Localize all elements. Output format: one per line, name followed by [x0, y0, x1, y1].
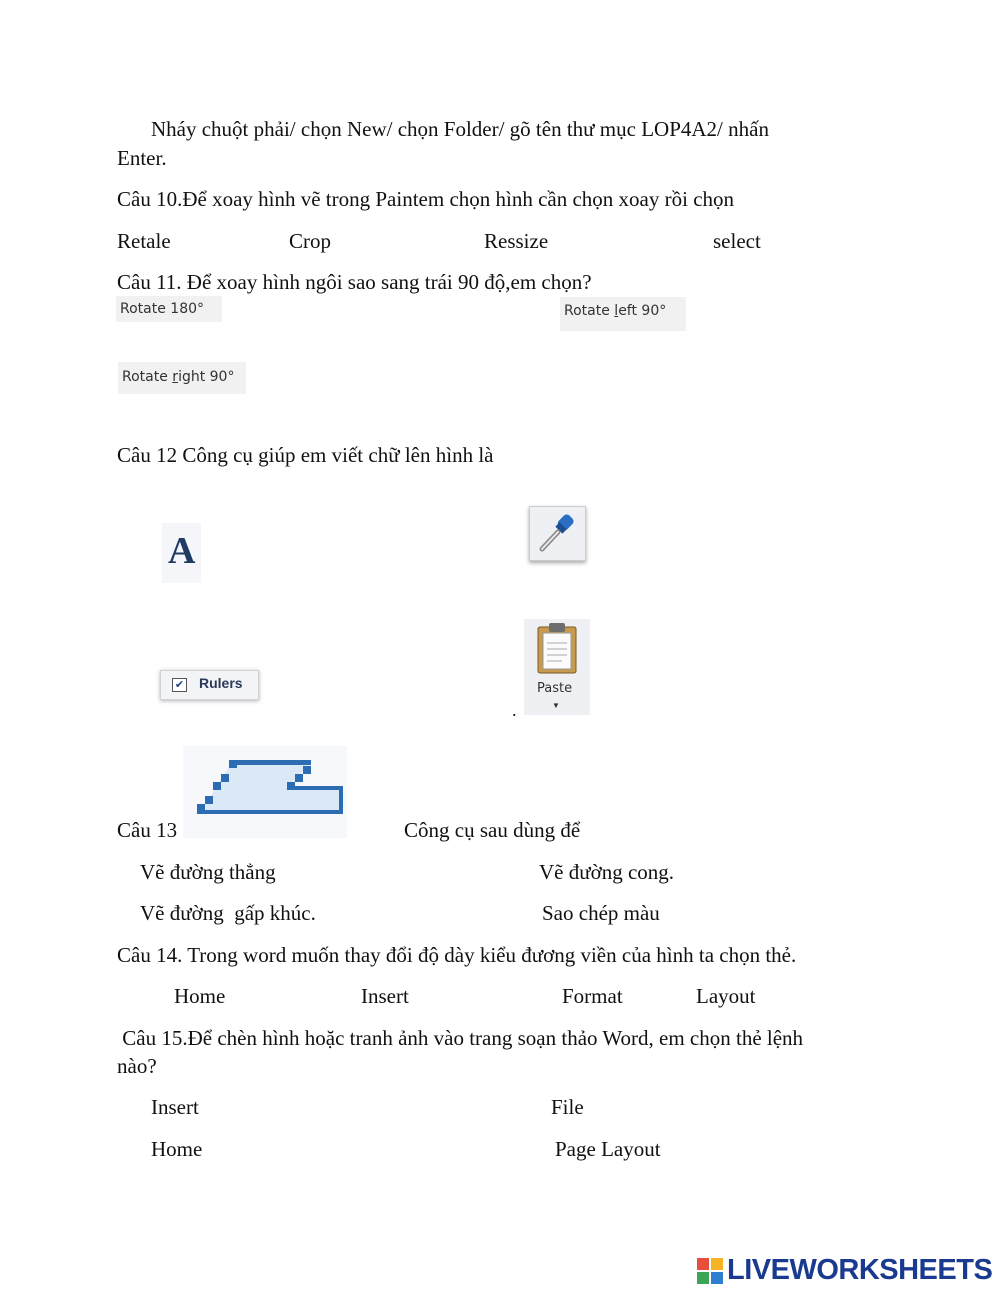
- intro-line-1: Nháy chuột phải/ chọn New/ chọn Folder/ gõ tên thư mục LOP4A2/ nhấn: [151, 117, 769, 141]
- q14-option-c[interactable]: Format: [562, 984, 623, 1008]
- q11-option-rotate-right[interactable]: [118, 362, 246, 394]
- q10-option-a[interactable]: Retale: [117, 229, 171, 253]
- liveworksheets-logo: LIVEWORKSHEETS: [727, 1254, 993, 1286]
- question-11: Câu 11. Để xoay hình ngôi sao sang trái 90 độ,em chọn?: [117, 270, 592, 294]
- rotate-right-accesskey: r: [172, 369, 179, 385]
- color-picker-icon[interactable]: [529, 506, 586, 561]
- question-14: Câu 14. Trong word muốn thay đổi độ dày kiểu đương viền của hình ta chọn thẻ.: [117, 943, 797, 967]
- q10-option-c[interactable]: Ressize: [484, 229, 549, 253]
- polygon-tool-icon: [183, 746, 347, 838]
- liveworksheets-logo-icon: [697, 1258, 723, 1284]
- intro-line-2: Enter.: [117, 146, 167, 170]
- text-tool-icon[interactable]: [162, 523, 201, 583]
- question-12: Câu 12 Công cụ giúp em viết chữ lên hình là: [117, 443, 494, 467]
- question-15-cont: nào?: [117, 1054, 157, 1078]
- paste-button[interactable]: [524, 619, 590, 715]
- q15-option-a[interactable]: Insert: [151, 1095, 199, 1119]
- rotate-left-accesskey: l: [614, 303, 619, 319]
- q13-option-b[interactable]: Vẽ đường cong.: [539, 860, 675, 884]
- color-picker-svg: [530, 507, 585, 560]
- q15-option-c[interactable]: Home: [151, 1137, 203, 1161]
- chevron-down-icon: ▼: [552, 701, 560, 710]
- rotate-right-suffix: ight 90°: [178, 369, 235, 385]
- q13-option-a[interactable]: Vẽ đường thẳng: [140, 860, 276, 884]
- q15-option-b[interactable]: File: [551, 1095, 584, 1119]
- rulers-checkbox-icon: ✔: [172, 678, 187, 692]
- rulers-label: Rulers: [199, 675, 243, 691]
- q15-option-d[interactable]: Page Layout: [555, 1137, 661, 1161]
- q10-option-b[interactable]: Crop: [289, 229, 331, 253]
- rulers-checkbox[interactable]: [160, 670, 259, 700]
- question-15: Câu 15.Để chèn hình hoặc tranh ảnh vào trang soạn thảo Word, em chọn thẻ lệnh: [117, 1026, 804, 1050]
- polygon-svg: [183, 746, 347, 838]
- q11-option-rotate-180-label: Rotate 180°: [120, 301, 205, 317]
- q14-option-d[interactable]: Layout: [696, 984, 756, 1008]
- question-13-label: Câu 13: [117, 818, 178, 842]
- question-13-text: Công cụ sau dùng để: [404, 818, 581, 842]
- stray-dot: .: [512, 700, 517, 720]
- question-10: Câu 10.Để xoay hình vẽ trong Paintem chọn hình cần chọn xoay rồi chọn: [117, 187, 735, 211]
- q13-option-d[interactable]: Sao chép màu: [542, 901, 660, 925]
- q14-option-a[interactable]: Home: [174, 984, 226, 1008]
- q14-option-b[interactable]: Insert: [361, 984, 409, 1008]
- q10-option-d[interactable]: select: [713, 229, 761, 253]
- paste-label: Paste: [537, 681, 573, 696]
- q13-option-c[interactable]: Vẽ đường gấp khúc.: [140, 901, 316, 925]
- text-tool-glyph: A: [168, 530, 196, 572]
- rotate-left-prefix: Rotate: [564, 303, 615, 319]
- rotate-right-prefix: Rotate: [122, 369, 173, 385]
- rotate-left-suffix: eft 90°: [618, 303, 667, 319]
- q11-option-rotate-180[interactable]: [116, 296, 222, 322]
- q11-option-rotate-left[interactable]: [560, 297, 686, 331]
- paste-clipboard-icon: [524, 619, 590, 679]
